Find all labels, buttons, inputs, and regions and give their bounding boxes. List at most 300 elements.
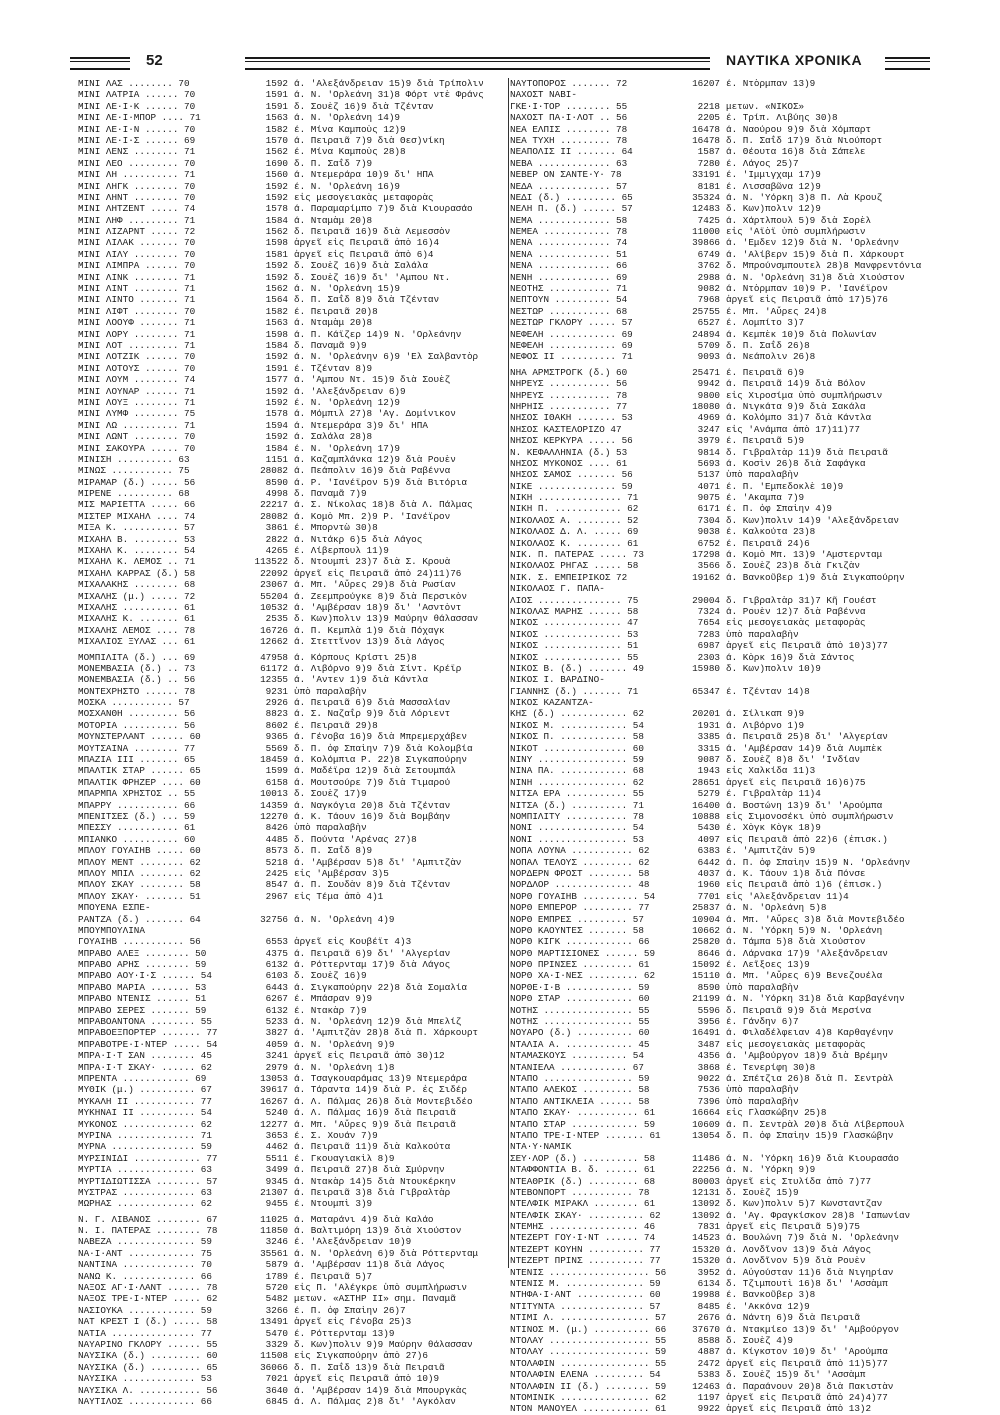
ship-tonnage: 25755 [692,305,720,317]
ship-entry [78,1362,498,1373]
ship-name: ΜΙΝΙ ΛΟΥΜ ........ 74 [78,374,196,386]
ship-position: έ. 'Αλεξάνδρειαν 10)9 [294,1236,412,1248]
ship-tonnage: 6132 [265,959,288,971]
ship-entry [510,572,930,583]
ship-tonnage: 9022 [697,1072,720,1084]
ship-position: ά. Κ. Τάουν 16)9 διὰ Βομβάην [294,811,451,822]
ship-position [726,697,930,708]
ship-position: ἀργεῖ εἰς Πειραιᾶ 5)9)75 [726,1221,860,1233]
ship-entry [78,374,498,385]
ship-tonnage: 1563 [265,317,288,329]
ship-entry [510,697,930,708]
ship-entry [510,1005,930,1016]
ship-tonnage: 3266 [265,1304,288,1316]
ship-entry [78,1373,498,1384]
ship-entry [510,1027,930,1038]
ship-position: ά. Βανκοῦβερ 1)9 διὰ Σιγκαπούρην [726,571,905,583]
ship-name: ΜΟΝΕΜΒΑΣΙΑ (δ.) .. 56 [78,674,196,686]
ship-position: ἀργεῖ εἰς Πειραιᾶ ἀπὸ 16)4 [294,237,440,249]
ship-tonnage: 9345 [265,1175,288,1187]
ship-name: ΝΑΥΣΙΚΑ Λ. ........... 56 [78,1384,218,1396]
ship-tonnage: 6158 [265,776,288,788]
ship-tonnage: 3868 [697,1061,720,1073]
ship-tonnage: 4998 [265,488,288,500]
ship-entry [510,192,930,203]
ship-entry [78,708,498,719]
ship-tonnage: 1581 [265,248,288,260]
ship-tonnage: 25820 [692,936,720,948]
ship-position: ά. Ντὸρμπαν 10)9 Ρ. 'Ιανέϊρον [726,283,888,295]
ship-position: ά. Ν. 'Υόρκη 16)9 διὰ Κιουρασάο [726,1152,899,1164]
ship-tonnage: 1591 [265,100,288,112]
ship-entry [510,902,930,913]
ship-name: ΜΟΝΤΕΧΡΗΣΤΟ ...... 78 [78,685,196,697]
ship-name: ΝΟΠΑΛ ΤΕΛΟΥΣ ......... 62 [510,856,650,868]
ship-position: ά. Ν. 'Υόρκη 31)8 διὰ Καρβαγένην [726,993,905,1005]
ship-position: έ. Τζένταν 8)9 [294,362,373,374]
ship-tonnage: 21307 [260,1186,288,1198]
ship-name: ΝΕΔΙ (δ.) ......... 65 [510,191,633,203]
ship-name: ΝΕΛΗ Π. (δ.) ...... 57 [510,203,633,215]
ship-entry [78,488,498,499]
ship-tonnage: 5482 [265,1293,288,1305]
ship-position: δ. Π. ὀφ Σπαὶην 15)9 Γλασκώβην [726,1129,894,1141]
ship-position: ά. Σπέτζια 26)8 διὰ Π. Σεντρὰλ [726,1072,894,1084]
ship-position: έ. Π. ὀφ Σπαὶην 26)7 [294,1304,406,1316]
ship-tonnage: 4265 [265,545,288,557]
ship-name: ΜΙΝΙ ΛΗΤΖΕΝΤ ..... 74 [78,203,196,215]
ship-position: έ. Ντουμπὶ 3)9 [294,1198,373,1210]
ship-tonnage: 4097 [697,833,720,845]
ship-entry [78,420,498,431]
ship-entry [510,89,930,100]
ship-position: έ. Πειραιᾶ 24)6 [726,537,810,549]
ship-tonnage: 9455 [265,1198,288,1210]
ship-name: ΝΙΚΟΣ .............. 51 [510,640,639,652]
ship-tonnage: 4071 [697,480,720,492]
ship-name: ΝΙΚΟΛΑΟΣ Δ. Λ. ..... 69 [510,526,639,538]
ship-tonnage: 1562 [265,146,288,158]
ship-entry [510,583,930,594]
ship-tonnage: 13491 [260,1316,288,1328]
ship-name: ΛΙΟΣ ............... 75 [510,594,639,606]
ship-entry [78,834,498,845]
ship-entry [78,579,498,590]
ship-entry [510,879,930,890]
ship-entry [510,78,930,89]
ship-tonnage: 10662 [692,924,720,936]
ship-entry [510,351,930,362]
ship-entry [510,765,930,776]
ship-entry [510,237,930,248]
ship-name: ΜΙΝΙ ΛΑΤΡΙΑ ...... 70 [78,89,196,101]
ship-name: ΜΠΛΟΥ ΣΚΑΥ ........ 58 [78,879,201,891]
ship-entry [510,936,930,947]
ship-entry [510,1267,930,1278]
ship-tonnage: 16726 [260,624,288,636]
ship-tonnage: 1577 [265,374,288,386]
ship-name: ΜΠΑΖΙΑ ΙΙΙ ....... 65 [78,754,196,766]
ship-name: ΝΤΙΤΥΝΤΑ ............... 57 [510,1300,661,1312]
ship-entry [510,1119,930,1130]
ship-tonnage: 1789 [265,1270,288,1282]
ship-tonnage: 10888 [692,811,720,822]
ship-entry [510,1176,930,1187]
ship-name: ΝΟΡΘ ΓΟΥΑΙΗΒ .......... 54 [510,890,656,902]
ship-position: ά. Νιγκάτα 9)9 διὰ Σακάλα [726,400,866,412]
ship-tonnage: 13053 [260,1072,288,1084]
ship-entry [510,424,930,435]
ship-position: ὑπὸ παραλαβὴν [726,1095,799,1107]
ship-tonnage: 7304 [697,514,720,526]
ship-tonnage: 1690 [265,157,288,169]
ship-tonnage: 6749 [697,248,720,260]
ship-name: ΝΕΣΤΩΡ ........... 68 [510,305,628,317]
ship-name: ΜΠΡΑΒΟ ΝΤΕΝΙΣ ...... 51 [78,993,207,1005]
ship-entry [78,765,498,776]
ship-tonnage: 6442 [697,856,720,868]
ship-name: ΜΥΚΑΛΗ ΙΙ ........... 77 [78,1095,212,1107]
ship-entry [510,249,930,260]
ship-tonnage: 1562 [265,283,288,295]
ship-entry [510,329,930,340]
ship-name: ΝΗΣΟΣ ΜΥΚΟΝΟΣ .... 61 [510,457,628,469]
ship-position: δ. Π. Σαΐδ 8)9 [294,845,373,857]
ship-position: ἀργεῖ εἰς Στυλίδα ἀπὸ 7)77 [726,1175,872,1187]
ship-tonnage: 9365 [265,731,288,743]
ship-tonnage: 3653 [265,1129,288,1141]
ship-position: έ. Πειραιᾶ 6)9 [726,366,805,378]
ship-position: δ. Κων)πολιν 14)9 'Αλεξάνδρειαν [726,514,899,526]
ship-position: ά. Ντακμίεο 13)9 δι' 'Αμβούργον [726,1323,899,1335]
ship-name: ΜΙΝΙ ΛΟΥΞ ........ 71 [78,396,196,408]
ship-entry [78,1316,498,1327]
ship-position: ά. Πειραιᾶ 25)8 δι' 'Αλγερίαν [726,731,888,743]
ship-tonnage: 7283 [697,628,720,640]
ship-entry [78,970,498,981]
ship-position: δ. Π. ὀφ Σπαὶην 7)9 διὰ Κολομβία [294,742,473,754]
ship-tonnage [240,902,294,913]
ship-name: ΜΙΝΙ ΛΗΝΤ ........ 70 [78,191,196,203]
ship-entry [510,1255,930,1266]
ship-tonnage: 3640 [265,1384,288,1396]
ship-name: ΜΙΝΙ ΛΟΤΟΥΣ ...... 70 [78,362,196,374]
ship-name: ΡΑΝΤΖΑ (δ.) ....... 64 [78,913,201,925]
ship-entry [78,1050,498,1061]
ship-entry [78,686,498,697]
ship-tonnage: 8602 [265,719,288,731]
ship-entry [78,329,498,340]
ship-entry [78,1130,498,1141]
ship-position: ἀργεῖ εἰς Πειραιᾶ ἀπὸ 10)3)77 [726,640,888,652]
ship-position: δ. Σουὲζ 15)9 δι' 'Ασσὰμπ [726,1369,866,1381]
ship-position: ἀργεῖ εἰς Πειραιᾶ 16)6)75 [726,776,866,788]
ship-entry [510,272,930,283]
ship-entry [510,822,930,833]
ship-position: ά. 'Αμπιτζὰν 28)8 διὰ Π. Χάρκουρτ [294,1027,479,1039]
ship-position: ά. Βαλτιμόρη 13)9 διὰ Χιούστον [294,1225,462,1237]
ship-tonnage: 3385 [697,731,720,743]
ship-tonnage: 11000 [692,226,720,238]
ship-name: Ν. ΚΕΦΑΛΛΗΝΙΑ (δ.) 53 [510,446,628,458]
ship-entry [510,458,930,469]
ship-name: ΝΕΑ ΕΛΠΙΣ ........ 78 [510,123,628,135]
ship-position: ά. Μπ. 'Αὔρες 6)9 Βενεζουέλα [726,970,883,982]
ship-tonnage: 14359 [260,799,288,811]
ship-name: ΝΑΧΟΣΤ ΠΑ·Ι·ΛΟΤ .. 56 [510,112,628,124]
ship-tonnage: 8547 [265,879,288,891]
ship-tonnage: 1592 [265,351,288,363]
ship-position: ά. Πεάπολιν 16)9 διὰ Ραβέννα [294,465,451,477]
ship-position: εἰς 'Ανάμπα ἀπὸ 17)11)77 [726,423,860,435]
ship-entry [510,135,930,146]
ship-entry [510,181,930,192]
ship-tonnage: 6553 [265,936,288,948]
ship-position [726,1141,930,1152]
ship-position: δ. Κων)πολιν 13)9 Μαύρην θάλασσαν [294,613,479,625]
ship-name: ΝΤΙΝΟΣ Μ. (μ.) .......... 66 [510,1323,667,1335]
ship-name: ΝΤΟΛΑΦΙΝ ΙΙ (δ.) ........ 59 [510,1380,667,1392]
ship-name: ΜΙΝΙ ΛΙΛΥ ........ 70 [78,248,196,260]
ship-name: ΜΥΡΤΙΔΙΩΤΙΣΣΑ ........ 57 [78,1175,218,1187]
ship-name: ΝΕΟΤΗΣ ........... 71 [510,283,628,295]
ship-entry [510,606,930,617]
ship-name: ΝΕΝΑ ............. 66 [510,260,628,272]
ship-entry [78,260,498,271]
ship-name: ΝΟΤΗΣ ................ 55 [510,1016,650,1028]
ship-name: ΜΙΞΑ Κ. .......... 57 [78,522,196,534]
ship-name: ΜΙΝΙ ΛΟΥΝΑΡ ...... 71 [78,385,196,397]
ship-tonnage: 24894 [692,328,720,340]
ship-position: ά. Κόρπους Κρίστι 25)8 [294,651,417,663]
ship-position: έ. Μίνα Καμποὺς 28)8 [294,146,406,158]
ship-entry [510,158,930,169]
ship-name: ΝΙΚΟΣ ΚΑΖΑΝΤΖΑ- [510,697,594,709]
ship-entry [510,1198,930,1209]
ship-name: ΝΟΡΘ ΚΑΟΥΝΤΕΣ ....... 58 [510,924,644,936]
ship-tonnage: 3315 [697,742,720,754]
ship-position: ά. Ν. 'Ορλεάνη 31)8 Φόρτ ντὲ Φράνς [294,89,484,101]
ship-name: ΝΑΝΤΙΝΑ ............. 70 [78,1259,212,1271]
ship-tonnage: 4969 [697,412,720,424]
ship-tonnage: 1943 [697,765,720,777]
ship-position: ά. Ρόττερνταμ 17)9 διὰ Λάγος [294,959,451,971]
ship-entry [78,477,498,488]
ship-position: ά. Ν. 'Υόρκη 9)9 [726,1164,816,1176]
ship-name: ΜΟΣΚΑ ........... 57 [78,697,190,709]
ship-position: ά. Λ. Πάλμας 26)8 διὰ Μοντεβιδέο [294,1095,473,1107]
ship-entry [510,1324,930,1335]
ship-entry [510,1381,930,1392]
ship-tonnage: 2218 [697,100,720,112]
ship-entry [78,1039,498,1050]
ship-entry [78,135,498,146]
ship-position: ά. Κίγκστον 10)9 δι' 'Αρούμπα [726,1346,888,1358]
ship-entry [510,481,930,492]
ship-tonnage: 5279 [697,788,720,800]
ship-position: ά. Κοσὶν 26)8 διὰ Σαφάγκα [726,457,866,469]
ship-name: ΝΤΕΖΕΡΤ ΚΟΥΗΝ .......... 77 [510,1243,661,1255]
ship-name: ΝΕΠΤΟΥΝ .......... 54 [510,294,628,306]
ship-name: ΝΙΚΗ ............... 71 [510,492,639,504]
ship-tonnage: 39866 [692,237,720,249]
ship-entry [510,112,930,123]
ship-entry [510,708,930,719]
ship-entry [78,317,498,328]
page-number: 52 [146,52,163,69]
ship-position: έ. Μπ. 'Αὔρες 24)8 [726,305,827,317]
ship-name: ΝΤΑ·Υ·ΝΑΜΙΚ [510,1141,572,1153]
ship-position: ά. Ν. 'Ορλεάνην 6)9 'Ελ Σαλβαντὸρ [294,351,479,363]
ship-entry [510,226,930,237]
ship-name: ΝΤΑΛΙΑ Α. ............ 45 [510,1038,650,1050]
ship-tonnage: 22092 [260,567,288,579]
ship-position: έ. Μπορντὼ 30)8 [294,522,378,534]
ship-name: ΝΤΕΒΟΝΠΟΡΤ ........... 78 [510,1186,650,1198]
ship-name: ΜΙΝΙ ΛΙΝΤ ........ 71 [78,283,196,295]
ship-entry [510,390,930,401]
ship-position: ά. Σαλάλα 28)8 [294,431,373,443]
ship-name: ΝΤΑΠΟ ΣΚΑΥ· ........... 61 [510,1107,656,1119]
ship-name: ΜΥΘΙΚ (μ.) .......... 67 [78,1084,212,1096]
ship-tonnage: 17298 [692,549,720,561]
ship-tonnage: 1584 [265,214,288,226]
ship-name: ΝΤΟΜΙΝΙΚ ................ 62 [510,1391,667,1403]
ship-name: ΝΗΡΕΥΣ ........... 56 [510,378,628,390]
ship-tonnage: 16478 [692,123,720,135]
ship-tonnage: 4462 [265,1141,288,1153]
ship-name: ΜΙΝΙ ΛΩ .......... 71 [78,419,196,431]
ship-name: ΜΙΝΙ ΛΕ·Ι·Κ ...... 70 [78,100,196,112]
ship-entry [78,1005,498,1016]
ship-position: ἀργεῖ εἰς Πειραιᾶ ἀπὸ 11)5)77 [726,1357,888,1369]
ship-position: έ. Βανκοῦβερ 3)8 [726,1289,816,1301]
ship-name: ΜΙΝΙ ΛΟΡΥ ........ 71 [78,328,196,340]
ship-position: εἰς Χιροσίμα ὑπὸ συμπλήρωσιν [726,389,883,401]
ship-name: ΝΟΡΘ ΧΑ·Ι·ΝΕΣ ......... 62 [510,970,656,982]
ship-entry [78,226,498,237]
ship-tonnage: 1591 [265,89,288,101]
ship-entry [78,613,498,624]
ship-position: ά. 'Αμβέρσαν 5)8 δι' 'Αμπιτζὰν [294,856,462,868]
ship-name: ΜΙΧΑΛΗΣ ΛΕΜΟΣ .... 78 [78,624,196,636]
ship-tonnage: 7396 [697,1095,720,1107]
ship-position: ά. Κολόμπια Ρ. 22)8 Σιγκαπούρην [294,754,467,766]
ship-tonnage: 1592 [265,385,288,397]
ship-position: ά. Πειραιᾶ 3)8 διὰ Γιβραλτὰρ [294,1186,451,1198]
ship-entry [78,822,498,833]
ship-position: ἀργεῖ εἰς Πειραιᾶ ἀπὸ 24)11)76 [294,567,462,579]
ship-entry [510,914,930,925]
ship-position: εἰς Π. 'Αλέγκρε ὑπὸ συμπλήρωσιν [294,1282,467,1294]
ship-name: ΓΟΥΑΙΗΒ ........... 56 [78,936,201,948]
ship-entry [510,1164,930,1175]
ship-position: ά. Φιλαδέλφειαν 4)8 Καρθαγένην [726,1027,894,1039]
ship-name: ΜΠΡΑ·Ι·Τ ΣΑΝ ........ 45 [78,1050,212,1062]
ship-entry [78,754,498,765]
ship-entry [510,146,930,157]
ship-entry [510,560,930,571]
ship-position: ά. Νιτάκρ 6)5 διὰ Λάγος [294,533,423,545]
ship-entry [78,340,498,351]
ship-name: ΝΤΟΛΑΥ .................. 55 [510,1334,667,1346]
ship-name: ΝΤΑΠΟ ΑΝΤΙΚΛΕΙΑ ...... 58 [510,1095,650,1107]
ship-tonnage: 1598 [265,237,288,249]
ship-name: ΜΠΛΟΥ ΜΕΝΤ ........ 62 [78,856,201,868]
ship-name: ΚΗΣ (δ.) ............ 62 [510,708,644,720]
ship-entry [78,1176,498,1187]
ship-name: ΜΙΝΙ ΛΙΝΤΟ ....... 71 [78,294,196,306]
ship-position: ά. Στεττῖνον 13)9 διὰ Λάγος [294,636,445,648]
ship-tonnage: 1592 [265,78,288,89]
ship-entry [78,1385,498,1396]
ship-entry [78,1084,498,1095]
ship-name: ΜΙΧΑΛΗΣ (μ.) ..... 72 [78,590,196,602]
ship-name: ΜΙΡΕΝΕ .......... 68 [78,488,190,500]
ship-entry [78,363,498,374]
ship-position: δ. Σουὲζ 15)9 [726,1186,799,1198]
ship-position [294,925,498,936]
ship-tonnage: 16478 [692,134,720,146]
ship-name: ΜΙΝΙ ΛΟΤ ......... 71 [78,339,196,351]
ship-position: δ. Σουὲζ 16)9 διὰ Σαλάλα [294,260,428,272]
ship-position: ά. 'Εμδεν 12)9 διὰ Ν. 'Ορλεάνην [726,237,899,249]
ship-position: έ. Ντὸρμπαν 13)9 [726,78,816,89]
ship-entry [78,993,498,1004]
ship-position: ά. Ρ. 'Ιανέϊρον 5)9 διὰ Βιτόρια [294,476,467,488]
ship-position: ά. Πειραιᾶ 6)9 δι' 'Αλγερίαν [294,947,451,959]
ship-entry [78,294,498,305]
ship-name: ΝΑΤΙΑ ............... 77 [78,1327,212,1339]
ship-entry [510,515,930,526]
ship-position: δ. Σουὲζ 16)9 [294,970,367,982]
ship-tonnage: 2303 [697,651,720,663]
ship-position: εἰς Σιμονοσέκι ὑπὸ συμπλήρωσιν [726,811,894,822]
ship-position: δ. Γιβραλτὰρ 31)7 Κῆ Γουέστ [726,594,877,606]
ship-position: έ. 'Ακαμπα 7)9 [726,492,805,504]
ship-tonnage: 5137 [697,469,720,481]
ship-name: ΝΙΤΣΑ ΕΡΑ ........... 55 [510,788,644,800]
ship-entry [78,1350,498,1361]
ship-tonnage: 2676 [697,1312,720,1324]
ship-tonnage: 11508 [260,1350,288,1362]
ship-tonnage: 16491 [692,1027,720,1039]
header-rule-left [70,57,130,70]
ship-position: ἀργεῖ εἰς Γένοβα 25)3 [294,1316,412,1328]
ship-entry [78,1073,498,1084]
ship-entry [78,777,498,788]
ship-position: έ. Γάνδην 6)7 [726,1016,799,1028]
ship-position: έ. Τρίπ. Λιβύης 30)8 [726,112,838,124]
ship-name: ΝΤΕΝΙΣ .................. 56 [510,1266,667,1278]
ship-position: ά. Ν. 'Υόρκη 5)9 Ν. 'Ορλεάνη [726,924,883,936]
ship-tonnage: 8823 [265,708,288,720]
ship-position: ά. 'Αμβέρσαν 14)9 διὰ Μπουργκὰς [294,1384,467,1396]
ship-entry [78,602,498,613]
ship-name: ΝΕΦΕΛΗ ............ 69 [510,328,633,340]
ship-name: ΜΙΝΙ ΛΕΟ ......... 70 [78,157,196,169]
ship-tonnage: 18459 [260,754,288,766]
ship-name: ΝΕΜΑ ............. 58 [510,214,628,226]
ship-position: ά. Σιγκαπούρην 22)8 διὰ Σομαλία [294,981,467,993]
ship-entry [78,101,498,112]
ship-tonnage: 10013 [260,788,288,800]
ship-tonnage: 12662 [260,636,288,648]
ship-position: δ. Σουὲζ 16)9 δι' 'Αμπου Ντ. [294,271,451,283]
ship-position: ά. Πειραιᾶ 27)8 διὰ Σμύρνην [294,1164,445,1176]
ship-entry [510,124,930,135]
ship-name: ΜΙΝΙ ΣΑΚΟΥΡΑ ..... 70 [78,442,196,454]
